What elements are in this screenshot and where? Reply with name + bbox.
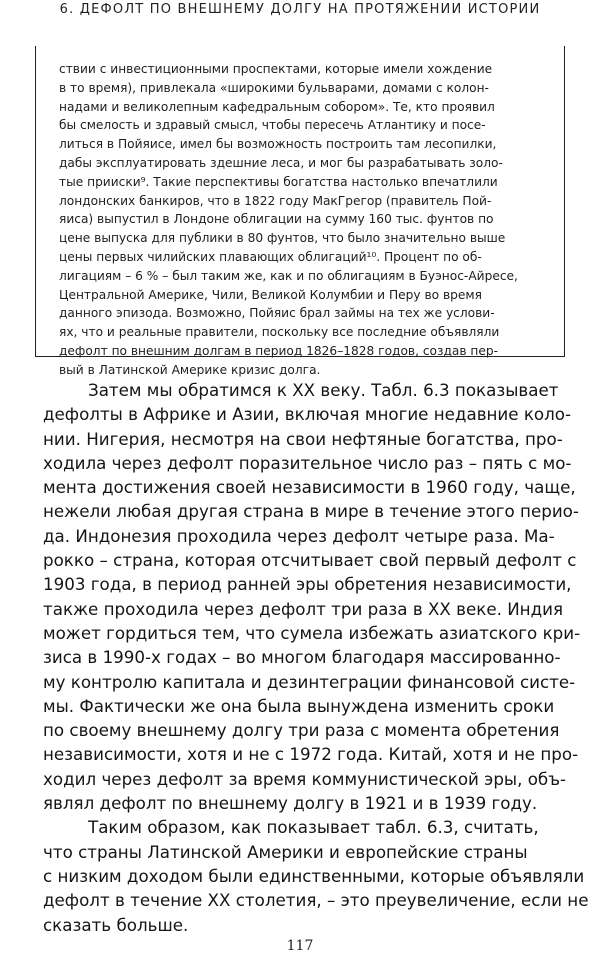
box-line: надами и великолепным кафедральным собором». Те, кто проявил (59, 99, 495, 114)
text-line: Затем мы обратимся к XX веку. Табл. 6.3 показывает (88, 380, 559, 400)
box-line: литься в Пойяисе, имел бы возможность построить там лесопилки, (59, 137, 497, 152)
running-header: 6. ДЕФОЛТ ПО ВНЕШНЕМУ ДОЛГУ НА ПРОТЯЖЕНИИ ИСТОРИИ (59, 2, 541, 17)
sidebar-box-text (59, 60, 543, 380)
box-line: цены первых чилийских плавающих облигаций¹⁰. Процент по об- (59, 249, 482, 264)
text-line: да. Индонезия проходила через дефолт четыре раза. Ма- (43, 525, 555, 546)
main-text (43, 378, 589, 937)
box-line: яиса) выпустил в Лондоне облигации на сумму 160 тыс. фунтов по (59, 212, 494, 227)
text-line: нии. Нигерия, несмотря на свои нефтяные богатства, про- (43, 428, 563, 449)
box-line: лигациям – 6 % – был таким же, как и по облигациям в Буэнос-Айресе, (59, 268, 518, 283)
text-line: мы. Фактически же она была вынуждена изменить сроки (43, 695, 555, 716)
text-line: также проходила через дефолт три раза в XX веке. Индия (43, 598, 564, 619)
text-line: рокко – страна, которая отсчитывает свой первый дефолт с (43, 550, 577, 571)
text-line: по своему внешнему долгу три раза с момента обретения (43, 720, 560, 741)
text-line: независимости, хотя и не с 1972 года. Китай, хотя и не про- (43, 744, 579, 765)
text-line: дефолты в Африке и Азии, включая многие недавние коло- (43, 404, 572, 425)
sidebar-box (35, 46, 565, 377)
text-line: ходила через дефолт поразительное число раз – пять с мо- (43, 452, 572, 473)
text-line: что страны Латинской Америки и европейские страны (43, 841, 528, 862)
box-line: Центральной Америке, Чили, Великой Колумбии и Перу во время (59, 287, 482, 302)
text-line: являл дефолт по внешнему долгу в 1921 и в 1939 году. (43, 793, 538, 814)
text-line: дефолт в течение XX столетия, – это преувеличение, если не (43, 890, 589, 911)
paragraph-1 (43, 378, 581, 815)
text-line: с низким доходом были единственными, которые объявляли (43, 865, 585, 886)
box-line: ях, что и реальные правители, поскольку все последние объявляли (59, 325, 500, 340)
text-line: му контролю капитала и дезинтеграции финансовой систе- (43, 671, 576, 692)
box-line: лондонских банкиров, что в 1822 году МакГрегор (правитель Пой- (59, 193, 492, 208)
page-number: 117 (286, 938, 314, 954)
text-line: может гордиться тем, что сумела избежать азиатского кри- (43, 622, 581, 643)
text-line: зиса в 1990-х годах – во многом благодаря массированно- (43, 647, 561, 668)
text-line: 1903 года, в период ранней эры обретения независимости, (43, 574, 572, 595)
text-line: сказать больше. (43, 914, 189, 935)
text-line: Таким образом, как показывает табл. 6.3, считать, (88, 817, 539, 838)
box-line: дефолт по внешним долгам в период 1826–1828 годов, создав пер- (59, 343, 499, 358)
box-line: бы смелость и здравый смысл, чтобы пересечь Атлантику и посе- (59, 118, 486, 133)
text-line: мента достижения своей независимости в 1960 году, чаще, (43, 477, 576, 498)
box-line: в то время), привлекала «широкими бульварами, домами с колон- (59, 80, 489, 95)
box-line: цене выпуска для публики в 80 фунтов, что было значительно выше (59, 231, 506, 246)
box-line: тые прииски⁹. Такие перспективы богатства настолько впечатлили (59, 174, 498, 189)
text-line: нежели любая другая страна в мире в течение этого перио- (43, 501, 579, 522)
box-line: дабы эксплуатировать здешние леса, и мог бы разрабатывать золо- (59, 155, 503, 170)
box-line: данного эпизода. Возможно, Пойяис брал займы на тех же услови- (59, 306, 495, 321)
box-line: ствии с инвестиционными проспектами, которые имели хождение (59, 62, 493, 76)
text-line: ходил через дефолт за время коммунистической эры, объ- (43, 768, 567, 789)
box-line: вый в Латинской Америке кризис долга. (59, 362, 321, 377)
paragraph-2 (43, 815, 589, 936)
